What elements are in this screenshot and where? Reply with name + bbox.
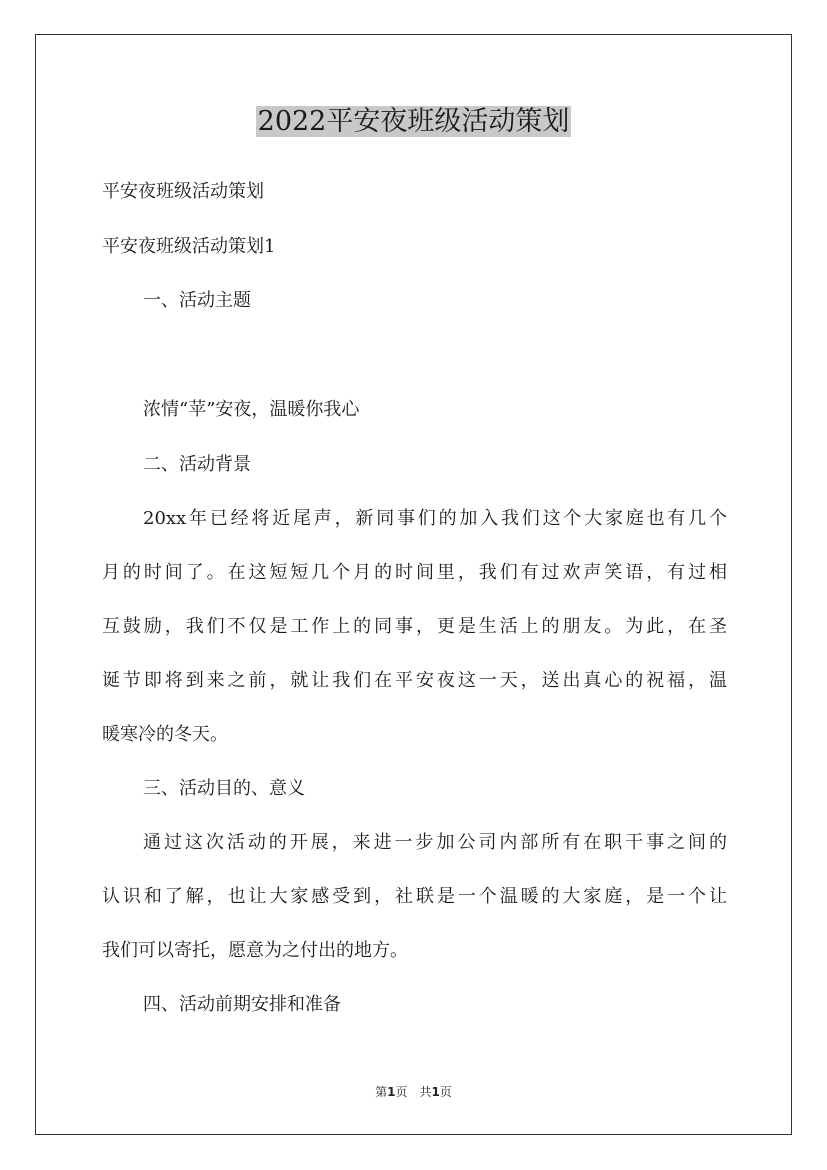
text-line-paragraph: 20xx年已经将近尾声，新同事们的加入我们这个大家庭也有几个 (143, 508, 727, 529)
text-line-subtitle: 平安夜班级活动策划 (102, 181, 264, 202)
document-title: 2022平安夜班级活动策划 (257, 106, 570, 137)
text-line-paragraph: 诞节即将到来之前，就让我们在平安夜这一天，送出真心的祝福，温 (102, 670, 727, 691)
text-line-paragraph: 我们可以寄托，愿意为之付出的地方。 (102, 940, 408, 961)
text-line-paragraph: 月的时间了。在这短短几个月的时间里，我们有过欢声笑语，有过相 (102, 562, 727, 583)
text-line-paragraph: 暖寒冷的冬天。 (102, 724, 228, 745)
text-line-heading-background: 二、活动背景 (143, 454, 251, 475)
footer-page-suffix: 页 (395, 1085, 408, 1099)
footer-page-prefix: 第 (375, 1085, 388, 1099)
text-line-heading-preparation: 四、活动前期安排和准备 (143, 994, 341, 1015)
footer-total-number: 1 (431, 1085, 440, 1099)
text-line-theme: 浓情“苹”安夜，温暖你我心 (143, 399, 360, 420)
footer-page-number: 1 (387, 1085, 396, 1099)
footer-total-prefix: 共 (419, 1085, 432, 1099)
text-line-paragraph: 互鼓励，我们不仅是工作上的同事，更是生活上的朋友。为此，在圣 (102, 616, 727, 637)
footer-total-suffix: 页 (439, 1085, 452, 1099)
text-line-heading-theme: 一、活动主题 (143, 290, 251, 311)
text-line-paragraph: 通过这次活动的开展，来进一步加公司内部所有在职干事之间的 (143, 832, 727, 853)
page-footer (0, 1083, 827, 1101)
text-line-paragraph: 认识和了解，也让大家感受到，社联是一个温暖的大家庭，是一个让 (102, 886, 727, 907)
text-line-heading-purpose: 三、活动目的、意义 (143, 778, 305, 799)
text-line-section-heading: 平安夜班级活动策划1 (102, 236, 276, 257)
